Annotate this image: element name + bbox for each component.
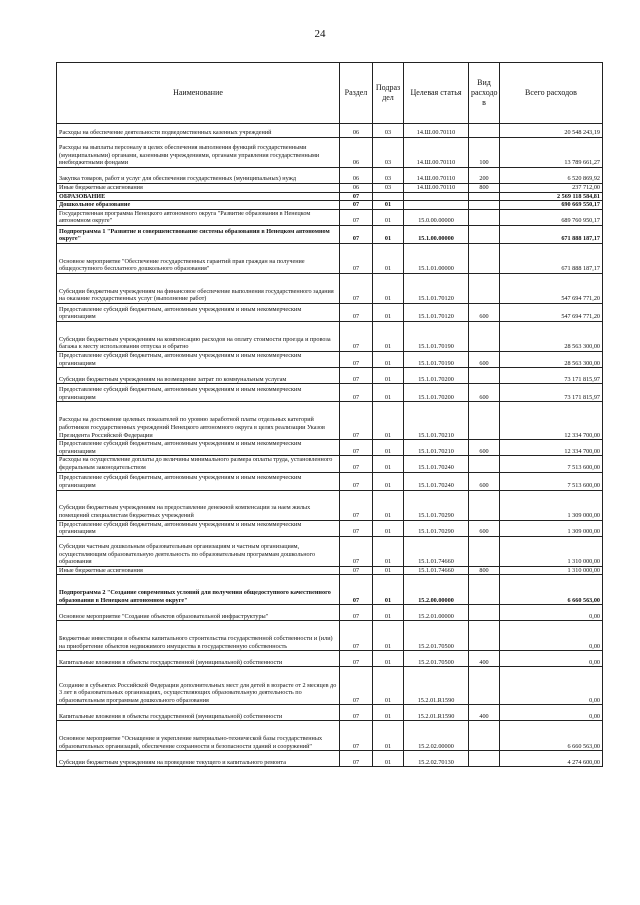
table-row [57, 138, 603, 168]
row-name: Субсидии бюджетным учреждениям на проведение текущего и капитального ремонта [57, 751, 340, 767]
row-podrazdel: 01 [373, 575, 404, 605]
row-total: 0,00 [500, 667, 603, 705]
row-total: 689 760 950,17 [500, 209, 603, 225]
row-razdel: 07 [340, 201, 373, 210]
table-row [57, 321, 603, 351]
row-name: Капитальные вложения в объекты государственной (муниципальной) собственности [57, 651, 340, 667]
row-expense-type [469, 456, 500, 472]
row-target-article: 15.2.02.00000 [404, 721, 469, 751]
table-row [57, 168, 603, 184]
row-razdel: 07 [340, 575, 373, 605]
table-row [57, 472, 603, 490]
table-row [57, 490, 603, 520]
row-podrazdel: 01 [373, 520, 404, 536]
table-row [57, 621, 603, 651]
row-expense-type [469, 721, 500, 751]
row-expense-type [469, 209, 500, 225]
row-podrazdel: 01 [373, 243, 404, 273]
row-razdel: 07 [340, 384, 373, 402]
row-razdel: 07 [340, 751, 373, 767]
row-total: 671 888 187,17 [500, 225, 603, 243]
row-total: 13 789 661,27 [500, 138, 603, 168]
table-row [57, 651, 603, 667]
table-row [57, 751, 603, 767]
row-expense-type: 100 [469, 138, 500, 168]
row-razdel: 07 [340, 705, 373, 721]
row-total: 6 660 563,00 [500, 575, 603, 605]
row-expense-type [469, 192, 500, 201]
row-expense-type [469, 243, 500, 273]
table-row [57, 351, 603, 367]
row-name: Расходы на обеспечение деятельности подведомственных казенных учреждений [57, 124, 340, 138]
row-name: Предоставление субсидий бюджетным, автономным учреждениям и иным некоммерческим организациям [57, 384, 340, 402]
table-row [57, 273, 603, 303]
row-expense-type [469, 490, 500, 520]
row-name: Государственная программа Ненецкого автономного округа "Развитие образования в Ненецком автономном округе" [57, 209, 340, 225]
table-row [57, 184, 603, 193]
row-target-article [404, 192, 469, 201]
row-target-article: 15.1.01.00000 [404, 243, 469, 273]
row-expense-type [469, 124, 500, 138]
row-podrazdel: 01 [373, 321, 404, 351]
row-total: 6 520 869,92 [500, 168, 603, 184]
row-expense-type [469, 273, 500, 303]
row-total: 1 310 000,00 [500, 536, 603, 566]
row-name: Капитальные вложения в объекты государственной (муниципальной) собственности [57, 705, 340, 721]
table-row [57, 243, 603, 273]
row-name: Предоставление субсидий бюджетным, автономным учреждениям и иным некоммерческим организациям [57, 440, 340, 456]
row-razdel: 07 [340, 721, 373, 751]
row-razdel: 07 [340, 651, 373, 667]
row-name: Расходы на достижение целевых показателей по уровню заработной платы отдельных категорий работников государственных учреждений Ненецкого автономного округа в целях реализации Указов Президента Российской Федерации [57, 402, 340, 440]
row-name: Основное мероприятие "Создание объектов образовательной инфраструктуры" [57, 605, 340, 621]
row-expense-type: 600 [469, 440, 500, 456]
row-target-article [404, 201, 469, 210]
row-total: 547 694 771,20 [500, 273, 603, 303]
row-expense-type [469, 536, 500, 566]
row-target-article: 15.1.01.70210 [404, 402, 469, 440]
row-razdel: 06 [340, 124, 373, 138]
row-total: 7 513 600,00 [500, 472, 603, 490]
row-expense-type: 200 [469, 168, 500, 184]
row-expense-type: 600 [469, 303, 500, 321]
table-row [57, 721, 603, 751]
row-name: Расходы на осуществление доплаты до величины минимального размера оплаты труда, установленного федеральным законодательством [57, 456, 340, 472]
row-total: 73 171 815,97 [500, 384, 603, 402]
row-expense-type [469, 402, 500, 440]
table-row [57, 201, 603, 210]
row-name: Предоставление субсидий бюджетным, автономным учреждениям и иным некоммерческим организациям [57, 351, 340, 367]
row-target-article: 15.2.00.00000 [404, 575, 469, 605]
table-row [57, 384, 603, 402]
row-total: 1 309 000,00 [500, 490, 603, 520]
row-name: Субсидии бюджетным учреждениям на финансовое обеспечение выполнения государственного задания на оказание государственных услуг (выполнение работ) [57, 273, 340, 303]
row-total: 690 669 550,17 [500, 201, 603, 210]
row-podrazdel: 01 [373, 402, 404, 440]
row-podrazdel: 01 [373, 303, 404, 321]
row-razdel: 07 [340, 456, 373, 472]
row-target-article: 14.Ш.00.70110 [404, 184, 469, 193]
row-razdel: 07 [340, 667, 373, 705]
table-body [57, 124, 603, 767]
row-name: Подпрограмма 1 "Развитие и совершенствование системы образования в Ненецком автономном округе" [57, 225, 340, 243]
row-total: 6 660 563,00 [500, 721, 603, 751]
row-target-article: 15.1.01.70200 [404, 384, 469, 402]
row-total: 0,00 [500, 605, 603, 621]
row-expense-type: 800 [469, 566, 500, 575]
table-row [57, 536, 603, 566]
row-podrazdel: 01 [373, 751, 404, 767]
row-podrazdel: 03 [373, 124, 404, 138]
row-expense-type [469, 321, 500, 351]
row-expense-type: 400 [469, 651, 500, 667]
row-total: 2 569 118 584,81 [500, 192, 603, 201]
row-razdel: 07 [340, 303, 373, 321]
row-target-article: 15.1.01.70120 [404, 273, 469, 303]
row-razdel: 06 [340, 138, 373, 168]
header-name: Наименование [57, 63, 340, 124]
table-row [57, 705, 603, 721]
row-target-article: 15.2.01.70500 [404, 651, 469, 667]
row-razdel: 07 [340, 536, 373, 566]
row-target-article: 15.1.01.70290 [404, 490, 469, 520]
row-name: Бюджетные инвестиции в объекты капитального строительства государственной собственности и (или) на приобретение объектов недвижимого имущества в государственную собственность [57, 621, 340, 651]
row-total: 0,00 [500, 651, 603, 667]
header-podrazdel: Подраз дел [373, 63, 404, 124]
header-razdel: Раздел [340, 63, 373, 124]
row-expense-type [469, 201, 500, 210]
row-target-article: 15.1.01.70210 [404, 440, 469, 456]
row-target-article: 15.1.01.70240 [404, 456, 469, 472]
row-name: Субсидии частным дошкольным образовательным организациям и частным организациям, осуществляющим образовательную деятельность по образовательным программам дошкольного образования [57, 536, 340, 566]
row-name: Создание в субъектах Российской Федерации дополнительных мест для детей в возрасте от 2 месяцев до 3 лет в образовательных организациях, осуществляющих образовательную деятельность по образовательным программам дошкольного образования [57, 667, 340, 705]
row-target-article: 15.2.01.R1590 [404, 705, 469, 721]
row-razdel: 07 [340, 490, 373, 520]
row-podrazdel: 01 [373, 651, 404, 667]
table-row [57, 456, 603, 472]
row-total: 12 334 700,00 [500, 440, 603, 456]
row-total: 20 548 243,19 [500, 124, 603, 138]
row-name: Основное мероприятие "Обеспечение государственных гарантий прав граждан на получение общедоступного бесплатного дошкольного образования" [57, 243, 340, 273]
row-expense-type: 400 [469, 705, 500, 721]
row-podrazdel: 01 [373, 667, 404, 705]
row-podrazdel [373, 192, 404, 201]
row-podrazdel: 01 [373, 201, 404, 210]
row-podrazdel: 01 [373, 605, 404, 621]
table-row [57, 667, 603, 705]
row-expense-type [469, 605, 500, 621]
row-target-article: 15.2.02.70130 [404, 751, 469, 767]
page-number: 24 [314, 28, 326, 40]
row-expense-type [469, 368, 500, 384]
row-name: Закупка товаров, работ и услуг для обеспечения государственных (муниципальных) нужд [57, 168, 340, 184]
row-razdel: 07 [340, 321, 373, 351]
row-razdel: 07 [340, 472, 373, 490]
row-razdel: 07 [340, 566, 373, 575]
row-name: ОБРАЗОВАНИЕ [57, 192, 340, 201]
row-name: Предоставление субсидий бюджетным, автономным учреждениям и иным некоммерческим организациям [57, 472, 340, 490]
row-target-article: 15.2.01.R1590 [404, 667, 469, 705]
row-total: 237 712,00 [500, 184, 603, 193]
row-podrazdel: 01 [373, 384, 404, 402]
row-name: Субсидии бюджетным учреждениям на компенсацию расходов на оплату стоимости проезда и провоза багажа к месту использования отпуска и обратно [57, 321, 340, 351]
table-row [57, 402, 603, 440]
row-podrazdel: 01 [373, 351, 404, 367]
table-row [57, 566, 603, 575]
row-podrazdel: 01 [373, 621, 404, 651]
row-name: Иные бюджетные ассигнования [57, 184, 340, 193]
row-podrazdel: 03 [373, 168, 404, 184]
row-podrazdel: 01 [373, 456, 404, 472]
row-target-article: 15.1.01.70240 [404, 472, 469, 490]
row-razdel: 07 [340, 209, 373, 225]
row-name: Иные бюджетные ассигнования [57, 566, 340, 575]
row-expense-type: 600 [469, 384, 500, 402]
row-podrazdel: 01 [373, 472, 404, 490]
table-row [57, 209, 603, 225]
row-razdel: 07 [340, 621, 373, 651]
row-razdel: 07 [340, 402, 373, 440]
row-target-article: 15.1.01.74660 [404, 536, 469, 566]
row-total: 4 274 600,00 [500, 751, 603, 767]
table-row [57, 192, 603, 201]
row-podrazdel: 01 [373, 225, 404, 243]
row-podrazdel: 01 [373, 273, 404, 303]
table-row [57, 575, 603, 605]
row-total: 28 563 300,00 [500, 321, 603, 351]
row-target-article: 14.Ш.00.70110 [404, 168, 469, 184]
row-podrazdel: 01 [373, 721, 404, 751]
table-header-row [57, 63, 603, 124]
row-podrazdel: 01 [373, 490, 404, 520]
row-name: Предоставление субсидий бюджетным, автономным учреждениям и иным некоммерческим организациям [57, 520, 340, 536]
row-expense-type [469, 751, 500, 767]
row-razdel: 07 [340, 440, 373, 456]
row-total: 12 334 700,00 [500, 402, 603, 440]
row-razdel: 07 [340, 368, 373, 384]
row-target-article: 15.1.01.70290 [404, 520, 469, 536]
row-target-article: 15.1.00.00000 [404, 225, 469, 243]
table-row [57, 124, 603, 138]
budget-table [56, 62, 603, 767]
row-target-article: 15.1.01.70190 [404, 351, 469, 367]
row-expense-type: 600 [469, 351, 500, 367]
row-target-article: 14.Ш.00.70110 [404, 124, 469, 138]
row-expense-type: 600 [469, 520, 500, 536]
row-expense-type [469, 621, 500, 651]
row-name: Основное мероприятие "Оснащение и укрепление материально-технической базы государственных образовательных организаций, обеспечение сохранности и безопасности зданий и сооружений" [57, 721, 340, 751]
row-podrazdel: 01 [373, 209, 404, 225]
row-podrazdel: 01 [373, 566, 404, 575]
table-row [57, 368, 603, 384]
row-total: 28 563 300,00 [500, 351, 603, 367]
row-name: Дошкольное образование [57, 201, 340, 210]
header-target-article: Целевая статья [404, 63, 469, 124]
row-name: Предоставление субсидий бюджетным, автономным учреждениям и иным некоммерческим организациям [57, 303, 340, 321]
row-razdel: 07 [340, 225, 373, 243]
row-expense-type [469, 575, 500, 605]
header-expense-type: Вид расходо в [469, 63, 500, 124]
row-expense-type [469, 667, 500, 705]
row-podrazdel: 01 [373, 440, 404, 456]
table-row [57, 520, 603, 536]
row-target-article: 15.1.01.70120 [404, 303, 469, 321]
row-expense-type: 600 [469, 472, 500, 490]
row-target-article: 15.2.01.70500 [404, 621, 469, 651]
row-total: 1 309 000,00 [500, 520, 603, 536]
row-razdel: 07 [340, 243, 373, 273]
row-razdel: 07 [340, 520, 373, 536]
row-razdel: 07 [340, 192, 373, 201]
row-razdel: 07 [340, 351, 373, 367]
row-podrazdel: 03 [373, 138, 404, 168]
row-target-article: 15.1.01.74660 [404, 566, 469, 575]
row-razdel: 06 [340, 184, 373, 193]
row-podrazdel: 01 [373, 536, 404, 566]
row-name: Расходы на выплаты персоналу в целях обеспечения выполнения функций государственными (муниципальными) органами, казенными учреждениями, органами управления государственными внебюджетными фондами [57, 138, 340, 168]
row-razdel: 06 [340, 168, 373, 184]
row-name: Подпрограмма 2 "Создание современных условий для получения общедоступного качественного образования в Ненецком автономном округе" [57, 575, 340, 605]
row-target-article: 15.0.00.00000 [404, 209, 469, 225]
row-total: 0,00 [500, 705, 603, 721]
row-target-article: 15.1.01.70190 [404, 321, 469, 351]
row-target-article: 15.2.01.00000 [404, 605, 469, 621]
row-expense-type: 800 [469, 184, 500, 193]
row-podrazdel: 03 [373, 184, 404, 193]
row-podrazdel: 01 [373, 368, 404, 384]
row-razdel: 07 [340, 605, 373, 621]
row-razdel: 07 [340, 273, 373, 303]
row-total: 73 171 815,97 [500, 368, 603, 384]
row-name: Субсидии бюджетным учреждениям на возмещение затрат по коммунальным услугам [57, 368, 340, 384]
table-row [57, 440, 603, 456]
header-total: Всего расходов [500, 63, 603, 124]
row-total: 671 888 187,17 [500, 243, 603, 273]
table-row [57, 605, 603, 621]
row-total: 1 310 000,00 [500, 566, 603, 575]
row-podrazdel: 01 [373, 705, 404, 721]
row-total: 0,00 [500, 621, 603, 651]
row-target-article: 15.1.01.70200 [404, 368, 469, 384]
table-row [57, 303, 603, 321]
row-total: 7 513 600,00 [500, 456, 603, 472]
table-row [57, 225, 603, 243]
row-total: 547 694 771,20 [500, 303, 603, 321]
row-expense-type [469, 225, 500, 243]
row-name: Субсидии бюджетным учреждениям на предоставление денежной компенсации за наем жилых помещений специалистам бюджетных учреждений [57, 490, 340, 520]
row-target-article: 14.Ш.00.70110 [404, 138, 469, 168]
